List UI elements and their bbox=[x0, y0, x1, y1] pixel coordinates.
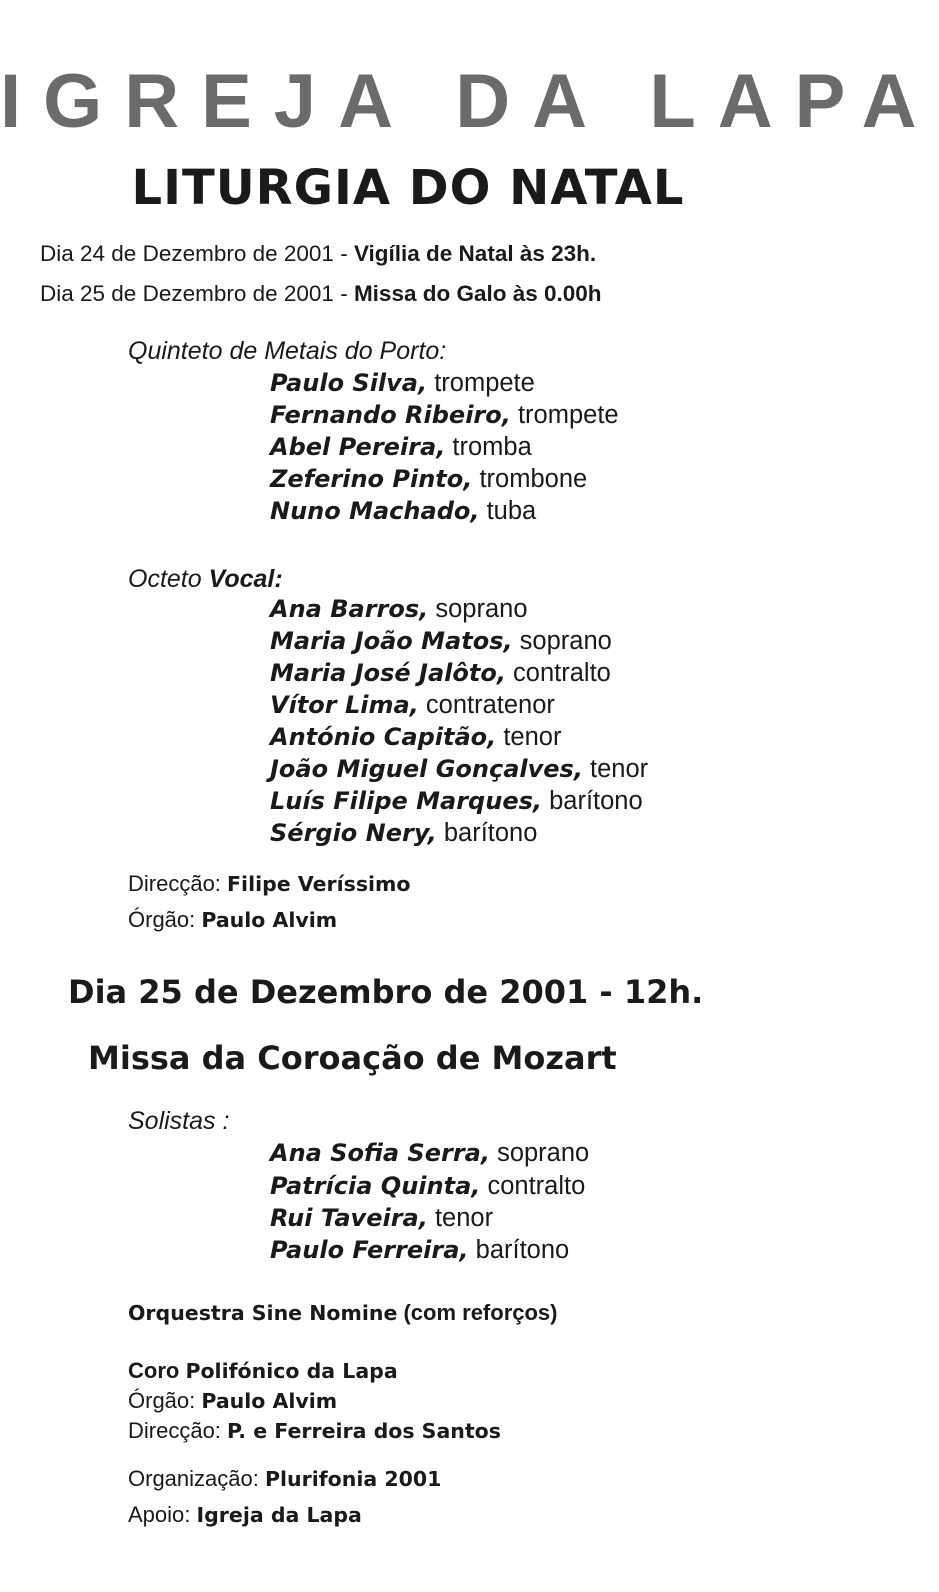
member-role: tenor bbox=[496, 723, 562, 751]
octet-member bbox=[270, 658, 611, 689]
credit-support bbox=[128, 1500, 362, 1530]
member-role: trombone bbox=[472, 465, 588, 493]
credit-value: P. e Ferreira dos Santos bbox=[227, 1419, 501, 1443]
member-role: trompete bbox=[510, 401, 619, 429]
credit-value: Paulo Alvim bbox=[201, 1389, 338, 1413]
member-name: António Capitão, bbox=[270, 723, 497, 751]
member-name: Fernando Ribeiro, bbox=[270, 401, 511, 429]
credit-value: Plurifonia 2001 bbox=[264, 1467, 442, 1491]
member-name: Sérgio Nery, bbox=[270, 819, 437, 847]
credit-organ bbox=[128, 905, 337, 935]
member-role: soprano bbox=[428, 595, 528, 623]
quintet-member bbox=[270, 400, 619, 431]
credit-label: Órgão: bbox=[128, 907, 202, 932]
octet-heading bbox=[128, 564, 283, 594]
octet-member bbox=[270, 754, 648, 785]
member-name: Luís Filipe Marques, bbox=[270, 787, 542, 815]
date-text: Dia 25 de Dezembro de 2001 - bbox=[40, 281, 354, 306]
event-text: Missa do Galo às 0.00h bbox=[353, 281, 602, 306]
soloist-member bbox=[270, 1138, 589, 1169]
member-name: Zeferino Pinto, bbox=[270, 465, 473, 493]
credit-value: Filipe Veríssimo bbox=[227, 872, 411, 896]
member-name: Ana Sofia Serra, bbox=[270, 1139, 490, 1167]
date-text: Dia 24 de Dezembro de 2001 - bbox=[40, 241, 354, 266]
member-role: tenor bbox=[582, 755, 649, 783]
event-text: Vigília de Natal às 23h. bbox=[353, 241, 597, 266]
octet-member bbox=[270, 786, 643, 817]
member-name: Ana Barros, bbox=[270, 595, 429, 623]
member-role: tenor bbox=[427, 1204, 494, 1232]
date-line-midnight-mass bbox=[40, 279, 602, 309]
member-name: Paulo Silva, bbox=[270, 369, 428, 397]
orchestra-line bbox=[128, 1298, 558, 1328]
octet-heading-plain: Octeto bbox=[128, 565, 209, 593]
credit-direction-2 bbox=[128, 1416, 501, 1446]
member-role: tromba bbox=[445, 433, 532, 461]
member-role: barítono bbox=[436, 819, 538, 847]
member-role: soprano bbox=[512, 627, 612, 655]
quintet-member bbox=[270, 496, 536, 527]
octet-heading-bold: Vocal: bbox=[208, 565, 283, 593]
member-name: Patrícia Quinta, bbox=[270, 1172, 481, 1200]
soloist-member bbox=[270, 1235, 569, 1266]
member-name: João Miguel Gonçalves, bbox=[270, 755, 583, 783]
choir-line bbox=[128, 1356, 398, 1386]
credit-label: Direcção: bbox=[128, 1418, 228, 1443]
orchestra-name: Orquestra Sine Nomine bbox=[128, 1301, 398, 1325]
soloist-member bbox=[270, 1203, 493, 1234]
member-name: Rui Taveira, bbox=[270, 1204, 428, 1232]
member-name: Abel Pereira, bbox=[270, 433, 446, 461]
member-role: barítono bbox=[468, 1236, 570, 1264]
church-name: IGREJA DA LAPA bbox=[0, 59, 939, 144]
octet-member bbox=[270, 722, 561, 753]
credit-label: Apoio: bbox=[128, 1502, 197, 1527]
credit-value: Paulo Alvim bbox=[201, 908, 338, 932]
quintet-heading: Quinteto de Metais do Porto: bbox=[128, 337, 447, 365]
quintet-member bbox=[270, 432, 532, 463]
choir-name: Polifónico da Lapa bbox=[185, 1359, 398, 1383]
credit-label: Direcção: bbox=[128, 871, 228, 896]
orchestra-note: (com reforços) bbox=[397, 1300, 558, 1325]
quintet-member bbox=[270, 368, 535, 399]
member-name: Vítor Lima, bbox=[270, 691, 419, 719]
member-role: contralto bbox=[505, 659, 611, 687]
member-role: soprano bbox=[489, 1139, 590, 1167]
credit-organ-2 bbox=[128, 1386, 337, 1416]
octet-member bbox=[270, 626, 612, 657]
credit-organization bbox=[128, 1464, 441, 1494]
member-name: Maria João Matos, bbox=[270, 627, 513, 655]
member-role: contralto bbox=[480, 1172, 586, 1200]
member-role: contratenor bbox=[418, 691, 555, 719]
member-role: barítono bbox=[542, 787, 643, 815]
soloists-heading: Solistas : bbox=[128, 1107, 230, 1135]
quintet-member bbox=[270, 464, 587, 495]
credit-value: Igreja da Lapa bbox=[196, 1503, 362, 1527]
member-name: Maria José Jalôto, bbox=[270, 659, 506, 687]
credit-label: Órgão: bbox=[128, 1388, 202, 1413]
member-name: Paulo Ferreira, bbox=[270, 1236, 469, 1264]
octet-member bbox=[270, 818, 537, 849]
member-role: trompete bbox=[427, 369, 535, 397]
octet-member bbox=[270, 690, 555, 721]
page-title: LITURGIA DO NATAL bbox=[131, 160, 685, 216]
mass-title: Missa da Coroação de Mozart bbox=[88, 1039, 617, 1077]
credit-label: Organização: bbox=[128, 1466, 265, 1491]
credit-direction bbox=[128, 869, 411, 899]
soloist-member bbox=[270, 1171, 585, 1202]
choir-label: Coro bbox=[128, 1358, 186, 1383]
member-name: Nuno Machado, bbox=[270, 497, 480, 525]
member-role: tuba bbox=[479, 497, 537, 525]
octet-member bbox=[270, 594, 528, 625]
second-date-heading: Dia 25 de Dezembro de 2001 - 12h. bbox=[68, 973, 704, 1011]
date-line-vigil bbox=[40, 239, 596, 269]
